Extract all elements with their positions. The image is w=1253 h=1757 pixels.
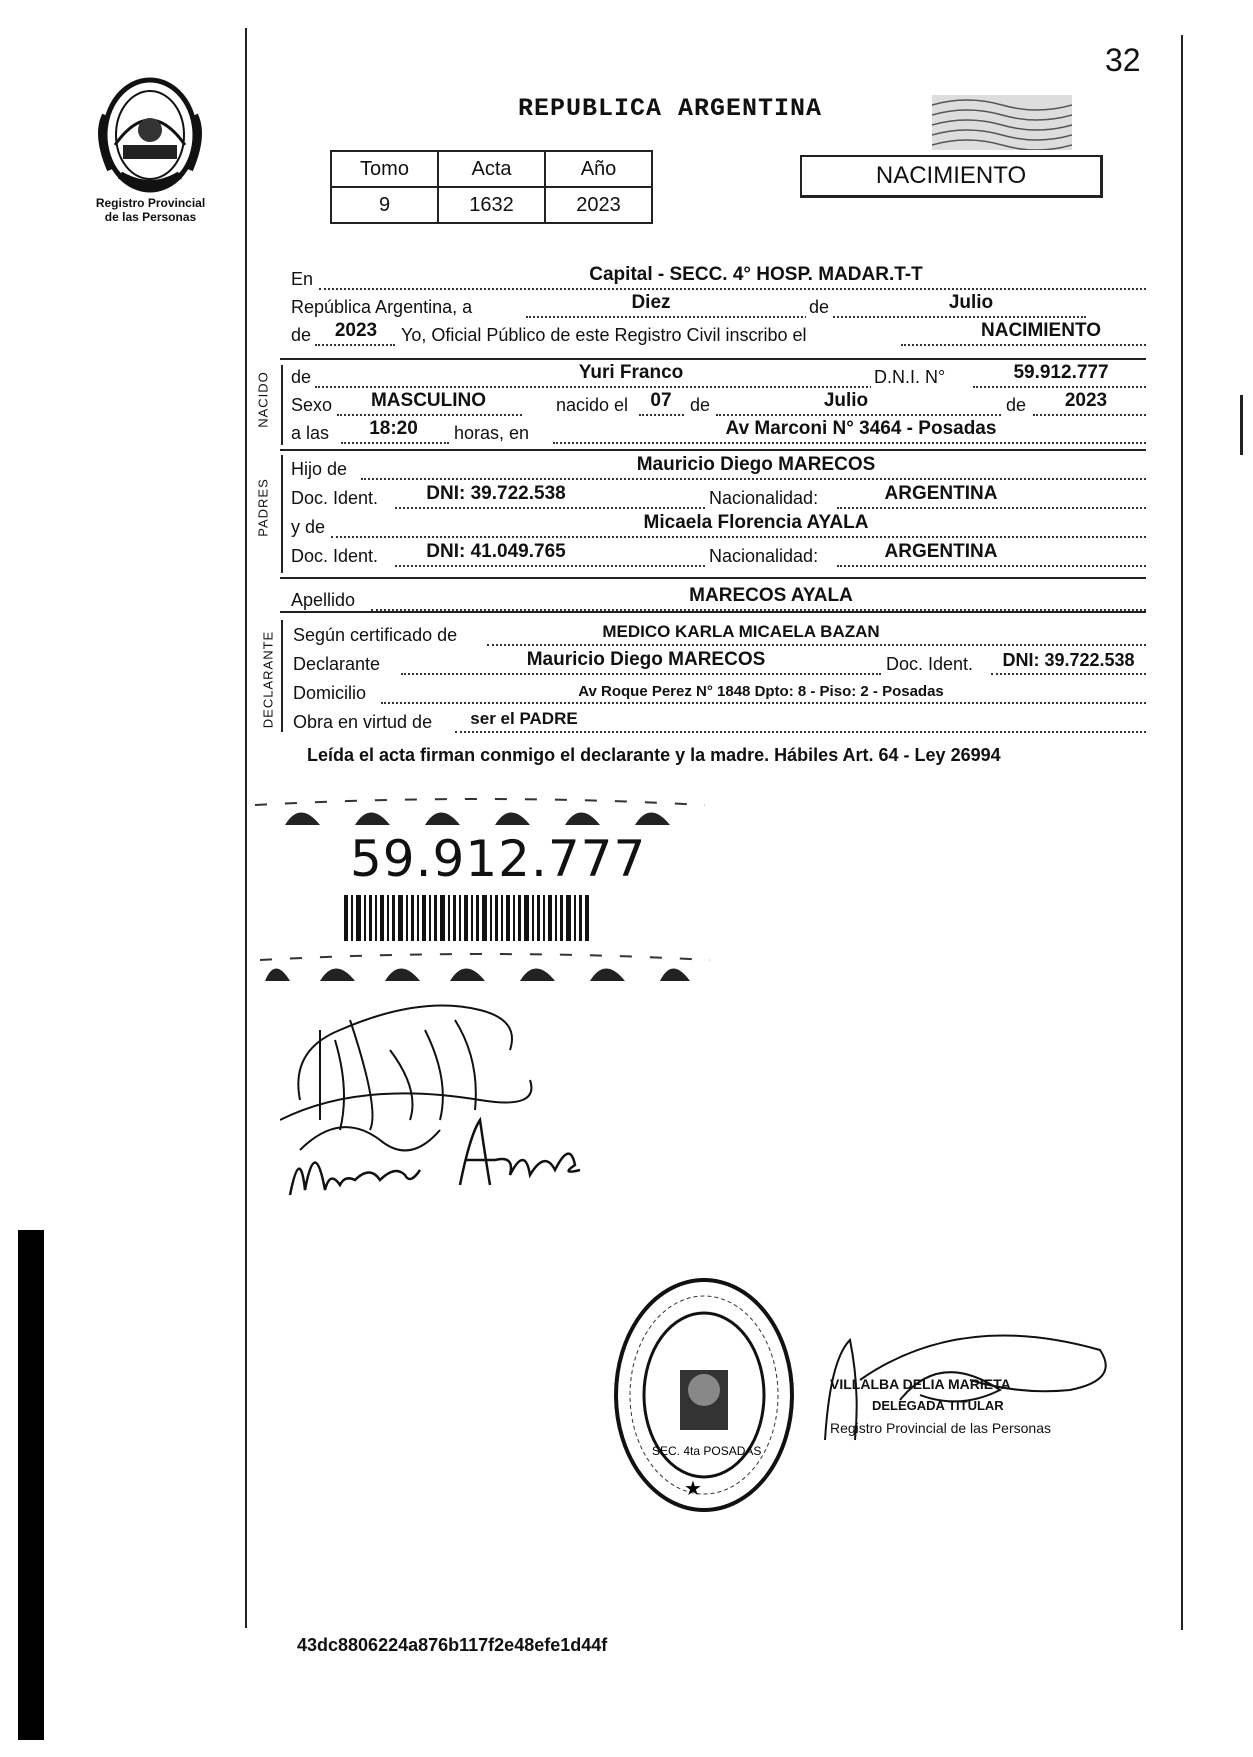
seal-inner-text: SEC. 4ta POSADAS	[652, 1444, 762, 1458]
barcode	[344, 895, 594, 941]
section-divider	[280, 611, 1146, 613]
row-y-de	[291, 510, 1146, 540]
dotted-line	[901, 344, 1146, 346]
dotted-line	[837, 565, 1146, 567]
nacido-section-label: NACIDO	[255, 371, 271, 428]
row-certificado	[291, 618, 1146, 648]
logo-caption-line2: de las Personas	[104, 210, 197, 224]
birth-time-value: 18:20	[369, 418, 418, 439]
dni-label: D.N.I. N°	[871, 367, 948, 388]
dotted-line	[341, 442, 449, 444]
acta-header: Acta	[438, 151, 545, 187]
dni-stamp-number: 59.912.777	[350, 830, 647, 888]
row-year	[291, 318, 1146, 348]
official-info	[830, 1373, 1051, 1439]
decl-value: Mauricio Diego MARECOS	[526, 649, 766, 670]
mother-doc-value: DNI: 41.049.765	[426, 541, 566, 562]
birth-month-value: Julio	[823, 390, 869, 411]
tomo-acta-anio-table	[330, 150, 653, 224]
dotted-line	[455, 731, 1146, 733]
dotted-line	[331, 536, 1146, 538]
decl-label: Declarante	[293, 654, 381, 674]
security-stamp-pattern	[932, 95, 1072, 150]
de-label: de	[806, 297, 832, 318]
obra-label: Obra en virtud de	[293, 712, 433, 732]
mother-doc-label: Doc. Ident.	[291, 546, 379, 566]
row-mother-doc	[291, 539, 1146, 569]
cert-value: MEDICO KARLA MICAELA BAZAN	[602, 622, 880, 641]
en-label: En	[291, 269, 314, 289]
tomo-header: Tomo	[331, 151, 438, 187]
anio-header: Año	[545, 151, 652, 187]
official-name: VILLALBA DELIA MARIETA	[830, 1376, 1011, 1392]
row-domicilio	[291, 676, 1146, 706]
hijo-de-label: Hijo de	[291, 459, 348, 479]
dom-value: Av Roque Perez N° 1848 Dpto: 8 - Piso: 2 - Posadas	[578, 683, 944, 700]
row-father-doc	[291, 481, 1146, 511]
dotted-line	[395, 507, 705, 509]
father-nat-label: Nacionalidad:	[709, 488, 819, 508]
row-hijo-de	[291, 452, 1146, 482]
page-number: 32	[1105, 42, 1141, 78]
left-edge-bar	[18, 1230, 44, 1740]
nacido-el-label: nacido el	[556, 395, 629, 415]
alas-label: a las	[291, 423, 330, 443]
cert-label: Según certificado de	[293, 625, 458, 645]
dotted-line	[315, 344, 395, 346]
row-declarante	[291, 647, 1146, 677]
padres-bracket	[281, 455, 283, 573]
mother-nat-label: Nacionalidad:	[709, 546, 819, 566]
dotted-line	[991, 673, 1146, 675]
birth-year-value: 2023	[1064, 390, 1108, 411]
birth-day-value: 07	[650, 390, 672, 411]
acta-value: 1632	[438, 187, 545, 223]
row-nacido-name	[291, 360, 1146, 390]
birth-place-value: Av Marconi N° 3464 - Posadas	[725, 418, 997, 439]
republica-label: República Argentina, a	[291, 297, 473, 317]
logo-caption-line1: Registro Provincial	[95, 196, 206, 210]
closing-statement: Leída el acta firman conmigo el declarante y la madre. Hábiles Art. 64 - Ley 26994	[307, 745, 1001, 765]
nacido-de-label: de	[291, 367, 312, 387]
father-name-value: Mauricio Diego MARECOS	[636, 454, 876, 475]
mother-name-value: Micaela Florencia AYALA	[643, 512, 869, 533]
row-en	[291, 262, 1146, 292]
row-obra	[291, 705, 1146, 735]
dotted-line	[395, 565, 705, 567]
sexo-label: Sexo	[291, 395, 333, 415]
anio-value: 2023	[545, 187, 652, 223]
dotted-line	[553, 442, 1146, 444]
nacido-bracket	[281, 365, 283, 445]
logo-caption	[78, 196, 223, 224]
row-republica	[291, 290, 1146, 320]
y-de-label: y de	[291, 517, 326, 537]
registry-seal	[612, 1275, 797, 1515]
document-title: REPUBLICA ARGENTINA	[518, 94, 823, 123]
month-value: Julio	[948, 292, 994, 313]
dotted-line	[401, 673, 881, 675]
year-value: 2023	[334, 320, 378, 341]
father-doc-label: Doc. Ident.	[291, 488, 379, 508]
row-apellido	[291, 583, 1146, 613]
apellido-label: Apellido	[291, 590, 356, 610]
row-nacido-sexo	[291, 388, 1146, 418]
declarante-bracket	[281, 620, 283, 732]
mother-nat-value: ARGENTINA	[884, 541, 998, 562]
day-value: Diez	[631, 292, 671, 313]
section-divider	[280, 449, 1146, 451]
father-doc-value: DNI: 39.722.538	[426, 483, 566, 504]
en-value: Capital - SECC. 4° HOSP. MADAR.T-T	[589, 264, 923, 285]
de2-label: de	[291, 325, 312, 345]
decl-doc-label: Doc. Ident.	[886, 654, 974, 674]
svg-text:★: ★	[684, 1478, 702, 1500]
child-name-value: Yuri Franco	[578, 362, 684, 383]
horas-label: horas, en	[454, 423, 530, 443]
misiones-coat-of-arms-logo	[85, 75, 215, 195]
dotted-line	[487, 644, 1146, 646]
nacido-de2-label: de	[690, 395, 711, 415]
father-nat-value: ARGENTINA	[884, 483, 998, 504]
tomo-value: 9	[331, 187, 438, 223]
stamp-pattern-bottom	[260, 948, 710, 983]
decl-doc-value: DNI: 39.722.538	[1002, 650, 1135, 670]
sexo-value: MASCULINO	[370, 390, 487, 411]
padres-section-label: PADRES	[255, 478, 271, 537]
nacido-de3-label: de	[1006, 395, 1027, 415]
official-org: Registro Provincial de las Personas	[830, 1420, 1051, 1436]
inscribo-label: Yo, Oficial Público de este Registro Civil inscribo el	[401, 325, 807, 345]
apellido-value: MARECOS AYALA	[689, 585, 853, 606]
document-hash: 43dc8806224a876b117f2e48efe1d44f	[297, 1635, 608, 1655]
left-margin-line	[245, 28, 247, 1628]
obra-value: ser el PADRE	[470, 709, 578, 728]
mother-signature	[285, 1115, 585, 1205]
section-divider	[280, 577, 1146, 579]
right-margin-line	[1181, 35, 1183, 1630]
right-edge-mark	[1240, 395, 1243, 455]
dotted-line	[361, 478, 1146, 480]
dom-label: Domicilio	[293, 683, 367, 703]
record-type-box: NACIMIENTO	[800, 155, 1103, 198]
official-role: DELEGADA TITULAR	[872, 1398, 1004, 1413]
child-dni-value: 59.912.777	[1013, 362, 1109, 383]
row-nacido-hora	[291, 416, 1146, 446]
declarante-section-label: DECLARANTE	[260, 630, 276, 729]
stamp-pattern-top	[255, 795, 705, 827]
inscribo-value: NACIMIENTO	[981, 320, 1101, 341]
dotted-line	[837, 507, 1146, 509]
dotted-line	[381, 702, 1146, 704]
